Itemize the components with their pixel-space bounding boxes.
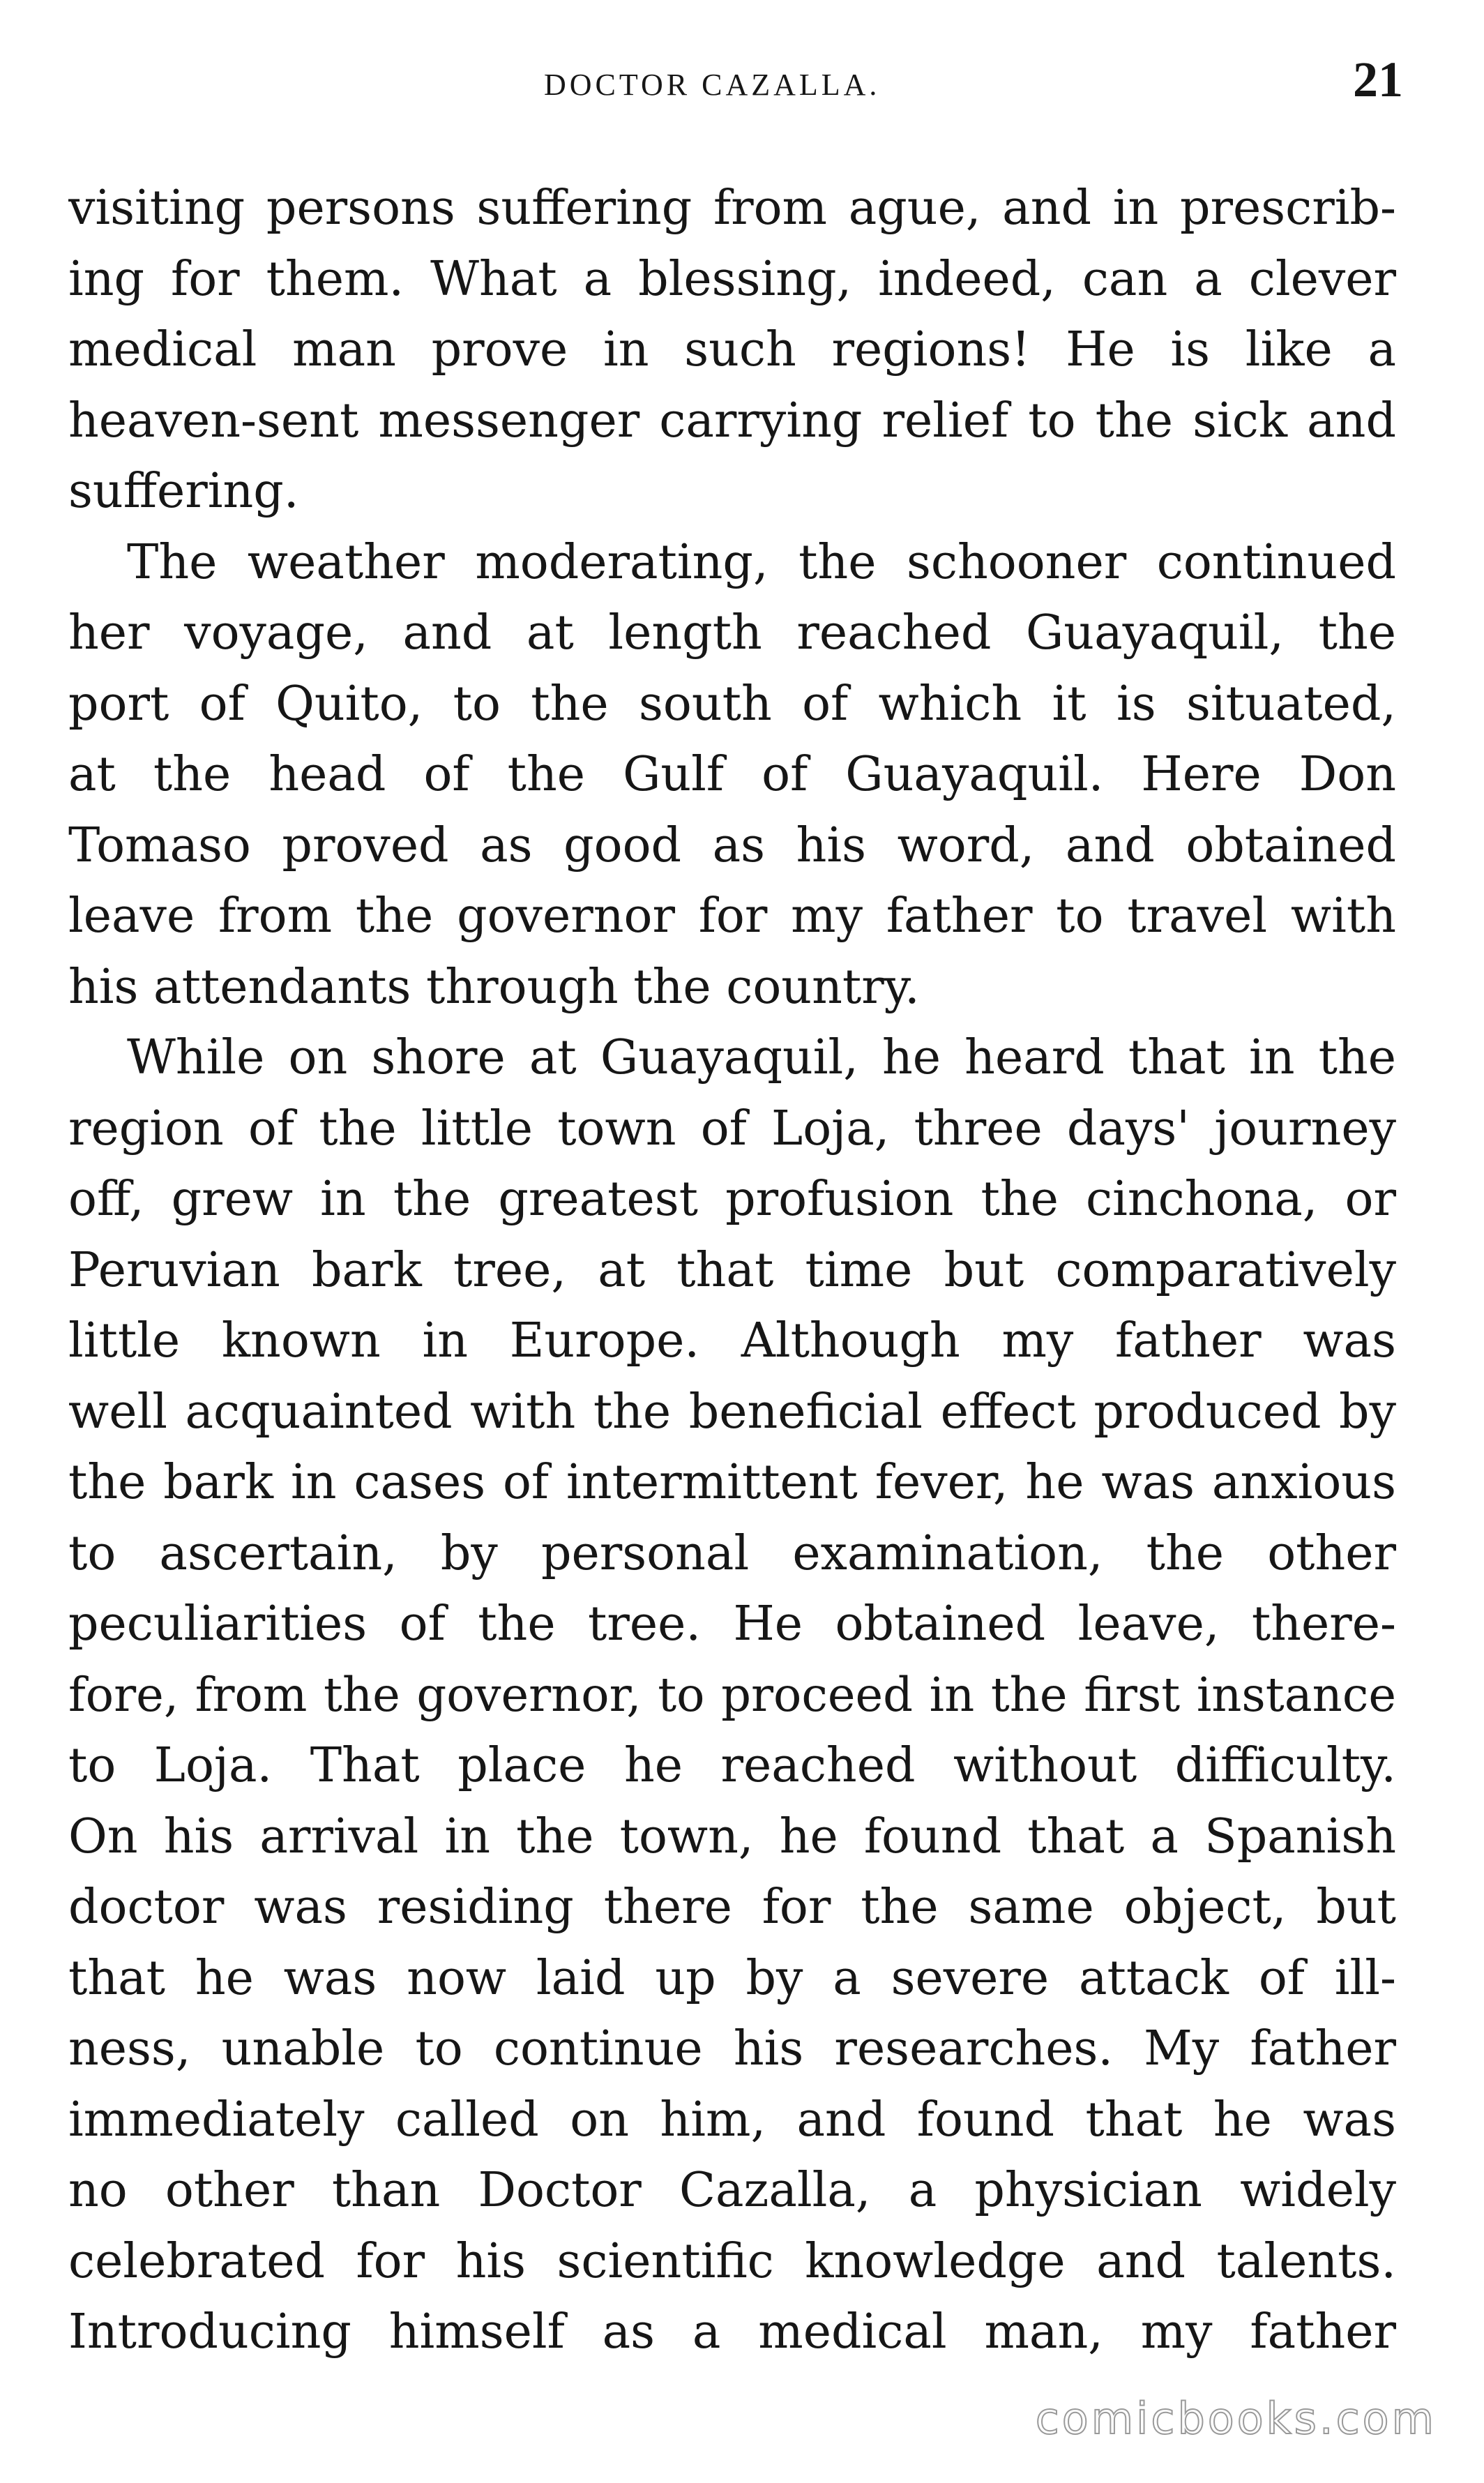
text-line: doctor was residing there for the same object, but bbox=[68, 1880, 1396, 1935]
text-line: to ascertain, by personal examination, the other bbox=[68, 1525, 1396, 1581]
watermark: comicbooks.com bbox=[1035, 2393, 1437, 2444]
body-text bbox=[68, 173, 1396, 2368]
text-line: While on shore at Guayaquil, he heard that in the bbox=[127, 1030, 1396, 1085]
text-line: fore, from the governor, to proceed in the first instance bbox=[68, 1667, 1396, 1722]
text-line: Introducing himself as a medical man, my father bbox=[68, 2304, 1396, 2360]
text-line: little known in Europe. Although my father was bbox=[68, 1313, 1396, 1368]
text-line: that he was now laid up by a severe attack of ill- bbox=[68, 1950, 1396, 2006]
text-line: heaven-sent messenger carrying relief to the sick and bbox=[68, 393, 1396, 448]
text-line: her voyage, and at length reached Guayaquil, the bbox=[68, 605, 1396, 661]
running-head-title: DOCTOR CAZALLA. bbox=[544, 68, 881, 102]
page-number: 21 bbox=[1353, 52, 1403, 107]
text-line: ness, unable to continue his researches. My father bbox=[68, 2021, 1396, 2076]
text-line: off, grew in the greatest profusion the cinchona, or bbox=[68, 1172, 1396, 1227]
text-line: medical man prove in such regions! He is like a bbox=[68, 322, 1396, 377]
paragraph-3 bbox=[68, 1022, 1396, 2368]
text-line: well acquainted with the beneficial effect produced by bbox=[68, 1384, 1396, 1440]
text-line: at the head of the Gulf of Guayaquil. Here Don bbox=[68, 747, 1396, 802]
text-line: suffering. bbox=[68, 464, 299, 519]
text-line: port of Quito, to the south of which it is situated, bbox=[68, 676, 1396, 732]
text-line: peculiarities of the tree. He obtained leave, there- bbox=[68, 1597, 1396, 1652]
paragraph-1 bbox=[68, 173, 1396, 527]
text-line: the bark in cases of intermittent fever, he was anxious bbox=[68, 1455, 1396, 1510]
paragraph-2 bbox=[68, 527, 1396, 1023]
text-line: region of the little town of Loja, three days' journey bbox=[68, 1101, 1396, 1156]
text-line: The weather moderating, the schooner continued bbox=[127, 534, 1396, 590]
text-line: On his arrival in the town, he found that a Spanish bbox=[68, 1809, 1396, 1864]
text-line: immediately called on him, and found that he was bbox=[68, 2092, 1396, 2148]
text-line: visiting persons suffering from ague, and in prescrib- bbox=[68, 181, 1396, 236]
text-line: to Loja. That place he reached without difficulty. bbox=[68, 1738, 1396, 1793]
text-line: Tomaso proved as good as his word, and obtained bbox=[68, 817, 1396, 873]
text-line: ing for them. What a blessing, indeed, can a clever bbox=[68, 251, 1396, 307]
text-line: Peruvian bark tree, at that time but comparatively bbox=[68, 1242, 1396, 1298]
text-line: no other than Doctor Cazalla, a physician widely bbox=[68, 2163, 1396, 2218]
text-line: leave from the governor for my father to travel with bbox=[68, 889, 1396, 944]
text-line: celebrated for his scientific knowledge and talents. bbox=[68, 2233, 1396, 2289]
text-line: his attendants through the country. bbox=[68, 959, 920, 1015]
